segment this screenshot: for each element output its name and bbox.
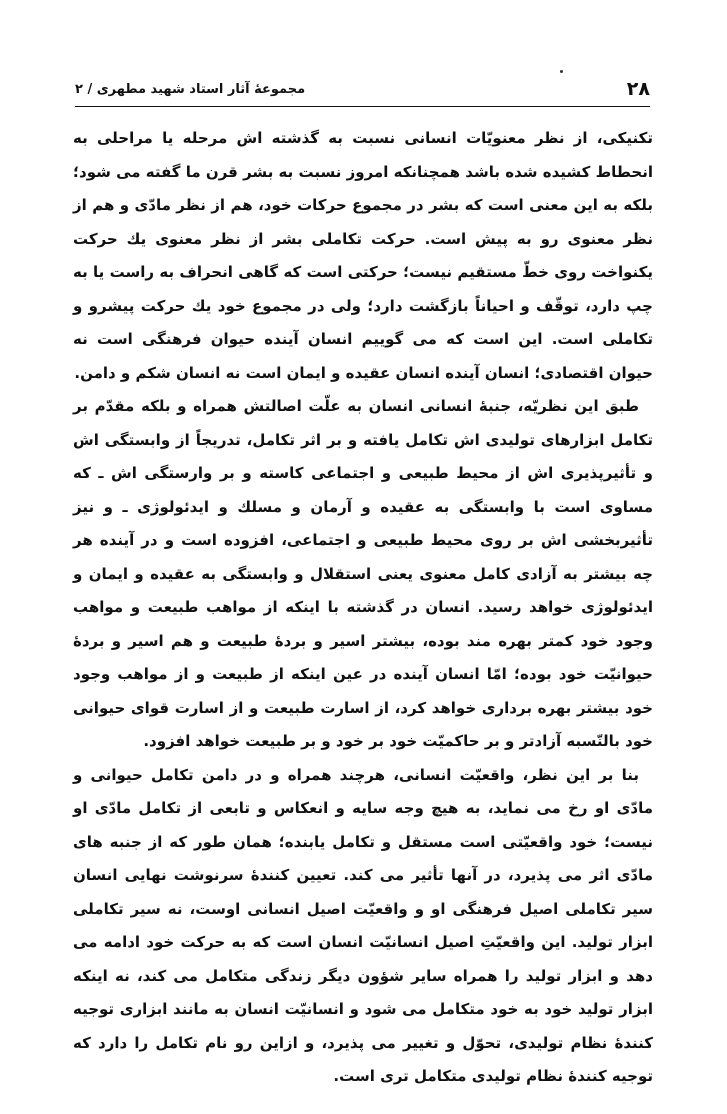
paragraph-1: تکنیکی، از نظر معنویّات انسانی نسبت به گذشته اش مرحله یا مراحلی به انحطاط کشیده شده باشد همچنانکه امروز نسبت به بشر قرن ما گفته می شود؛ بلکه به این معنی است که بشر در مجموع حرکات خود، هم از نظر مادّی و هم از نظر معنوی رو به پیش است. حرکت تکاملی بشر از نظر معنوی یك حرکت یکنواخت روی خطّ مستقیم نیست؛ حرکتی است که گاهی انحراف به راست یا به چپ دارد، توقّف و احیاناً بازگشت دارد؛ ولی در مجموع خود یك حرکت پیشرو و تکاملی است. این است که می گوییم انسان آینده حیوان فرهنگی است نه حیوان اقتصادی؛ انسان آینده انسان عقیده و ایمان است نه انسان شکم و دامن.	[73, 129, 653, 382]
page-number: ۲۸	[626, 78, 650, 100]
running-title: مجموعهٔ آثار استاد شهید مطهری / ۲	[75, 82, 306, 97]
paragraph-3: بنا بر این نظر، واقعیّت انسانی، هرچند همراه و در دامن تکامل حیوانی و مادّی او رخ می نماید، به هیچ وجه سایه و انعکاس و تابعی از تکامل مادّی او نیست؛ خود واقعیّتی است مستقل و تکامل یابنده؛ همان طور که از جنبه های مادّی اثر می پذیرد، در آنها تأثیر می کند. تعیین کنندهٔ سرنوشت نهایی انسان سیر تکاملی اصیل فرهنگی او و واقعیّت اصیل انسانی اوست، نه سیر تکاملی ابزار تولید. این واقعیّتِ اصیل انسانیّت انسان است که به حرکت خود ادامه می دهد و ابزار تولید را همراه سایر شؤون دیگر زندگی متکامل می کند، نه اینکه ابزار تولید خود به خود متکامل می شود و انسانیّت انسان به مانند ابزاری توجیه کنندهٔ نظام تولیدی، تحوّل و تغییر می پذیرد، و ازاین رو نام تکامل را دارد که توجیه کنندهٔ نظام تولیدی متکامل تری است.	[73, 765, 653, 1085]
page-header	[75, 80, 650, 107]
ink-dot	[560, 70, 563, 73]
body-text	[73, 122, 653, 1094]
paragraph-2: طبق این نظریّه، جنبهٔ انسانی انسان به علّت اصالتش همراه و بلکه مقدّم بر تکامل ابزارهای تولیدی اش تکامل یافته و بر اثر تکامل، تدریجاً از وابستگی اش و تأثیرپذیری اش از محیط طبیعی و اجتماعی کاسته و بر وارستگی اش ـ که مساوی است با وابستگی به عقیده و آرمان و مسلك و ایدئولوژی ـ و نیز تأثیربخشی اش بر روی محیط طبیعی و اجتماعی، افزوده است و در آینده هر چه بیشتر به آزادی کامل معنوی یعنی استقلال و وابستگی به عقیده و ایمان و ایدئولوژی خواهد رسید. انسان در گذشته با اینکه از مواهب طبیعت و مواهب وجود خود کمتر بهره مند بوده، بیشتر اسیر و بردهٔ طبیعت و هم اسیر و بردهٔ حیوانیّت خود بوده؛ امّا انسان آینده در عین اینکه از طبیعت و از مواهب وجود خود بیشتر بهره برداری خواهد کرد، از اسارت طبیعت و از اسارت قوای حیوانی خود بالنّسبه آزادتر و بر حاکمیّت خود بر خود و بر طبیعت خواهد افزود.	[73, 397, 653, 750]
